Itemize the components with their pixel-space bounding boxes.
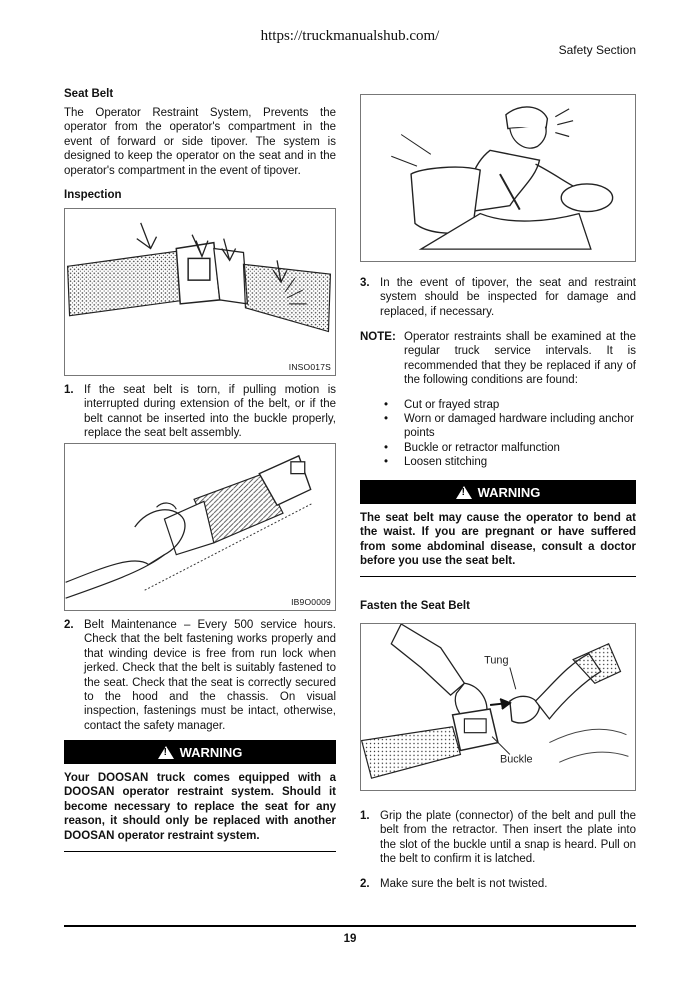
seat-belt-intro: The Operator Restraint System, Prevents the operator from the operator's compartment in the event of forward or side tipover. The system is designed to keep the operator on the seat and in the operator's compartment in the event of tipover. — [64, 107, 336, 177]
step-1-number: 1. — [360, 810, 370, 822]
item-3-text: In the event of tipover, the seat and restraint system should be inspected for damage and replaced, if necessary. — [380, 277, 636, 318]
note-block — [360, 330, 636, 388]
step-1 — [360, 809, 636, 867]
list-item: • Buckle or retractor malfunction — [360, 441, 636, 455]
item-2-text: Belt Maintenance – Every 500 service hours. Check that the belt fastening works properly and that winding device is free from run lock when jerked. Check that the belt is suitably fastened to the seat. Check that the seat is correctly secured to the hood and the chassis. On visual inspection, fastenings must be intact, otherwise, contact the safety manager. — [84, 619, 336, 732]
figure-code-insp: INSO017S — [288, 362, 331, 372]
bullet-icon: • — [384, 399, 389, 411]
item-1-text: If the seat belt is torn, if pulling motion is interrupted during extension of the belt, or if the belt cannot be inserted into the buckle properly, replace the seat belt assembly. — [84, 384, 336, 440]
divider-right — [360, 576, 636, 577]
step-1-text: Grip the plate (connector) of the belt and pull the belt from the retractor. Then insert the plate into the slot of the buckle until a snap is heard. Pull on the belt to confirm it is latched. — [380, 810, 636, 866]
step-2-number: 2. — [360, 878, 370, 890]
step-2 — [360, 877, 636, 891]
figure-tipover — [360, 94, 636, 262]
belt-stretch-illustration — [65, 444, 335, 610]
seat-belt-heading: Seat Belt — [64, 88, 114, 100]
condition-list — [360, 398, 636, 469]
warning-text-left: Your DOOSAN truck comes equipped with a DOOSAN operator restraint system. Should it become necessary to replace the seat for any reason, it should only be replaced with another DOOSAN operator restraint system. — [64, 772, 336, 842]
list-item: • Loosen stitching — [360, 455, 636, 469]
item-3-number: 3. — [360, 277, 370, 289]
source-url: https://truckmanualshub.com/ — [260, 28, 440, 44]
note-text: Operator restraints shall be examined at the regular truck service intervals. It is recommended that they be replaced if any of the following conditions are found: — [404, 331, 636, 387]
figure-code-stretch: IB9O0009 — [291, 597, 331, 607]
item-3 — [360, 276, 636, 319]
fasten-belt-illustration — [361, 624, 635, 790]
bullet-icon: • — [384, 413, 389, 426]
fasten-heading: Fasten the Seat Belt — [360, 600, 470, 612]
section-title: Safety Section — [558, 43, 636, 57]
warning-text-right: The seat belt may cause the operator to bend at the waist. If you are pregnant or have suffered from some abdominal disease, consult a doctor before you use the seat belt. — [360, 512, 636, 568]
warning-bar-right — [360, 480, 636, 504]
page-number: 19 — [343, 933, 357, 945]
step-2-text: Make sure the belt is not twisted. — [380, 878, 548, 890]
warning-triangle-icon — [456, 486, 472, 499]
divider-left — [64, 851, 336, 852]
figure-belt-inspection — [64, 208, 336, 376]
item-1 — [64, 383, 336, 441]
inspection-heading: Inspection — [64, 189, 122, 201]
figure-belt-stretch — [64, 443, 336, 611]
item-2-number: 2. — [64, 619, 74, 631]
list-item: • Cut or frayed strap — [360, 398, 636, 412]
list-item: • Worn or damaged hardware including anchor points — [360, 412, 636, 440]
bullet-icon: • — [384, 455, 389, 468]
note-label: NOTE: — [360, 331, 396, 343]
footer-divider — [64, 925, 636, 927]
bullet-icon: • — [384, 441, 389, 454]
item-1-number: 1. — [64, 384, 74, 396]
tung-label: Tung — [484, 654, 509, 667]
item-2 — [64, 618, 336, 733]
warning-triangle-icon — [158, 746, 174, 759]
figure-fasten — [360, 623, 636, 791]
buckle-label: Buckle — [499, 753, 533, 766]
warning-bar-left — [64, 740, 336, 764]
warning-label-right: WARNING — [477, 484, 541, 500]
warning-label-left: WARNING — [179, 744, 243, 760]
operator-tipover-illustration — [361, 95, 635, 261]
belt-inspection-illustration — [65, 209, 335, 375]
